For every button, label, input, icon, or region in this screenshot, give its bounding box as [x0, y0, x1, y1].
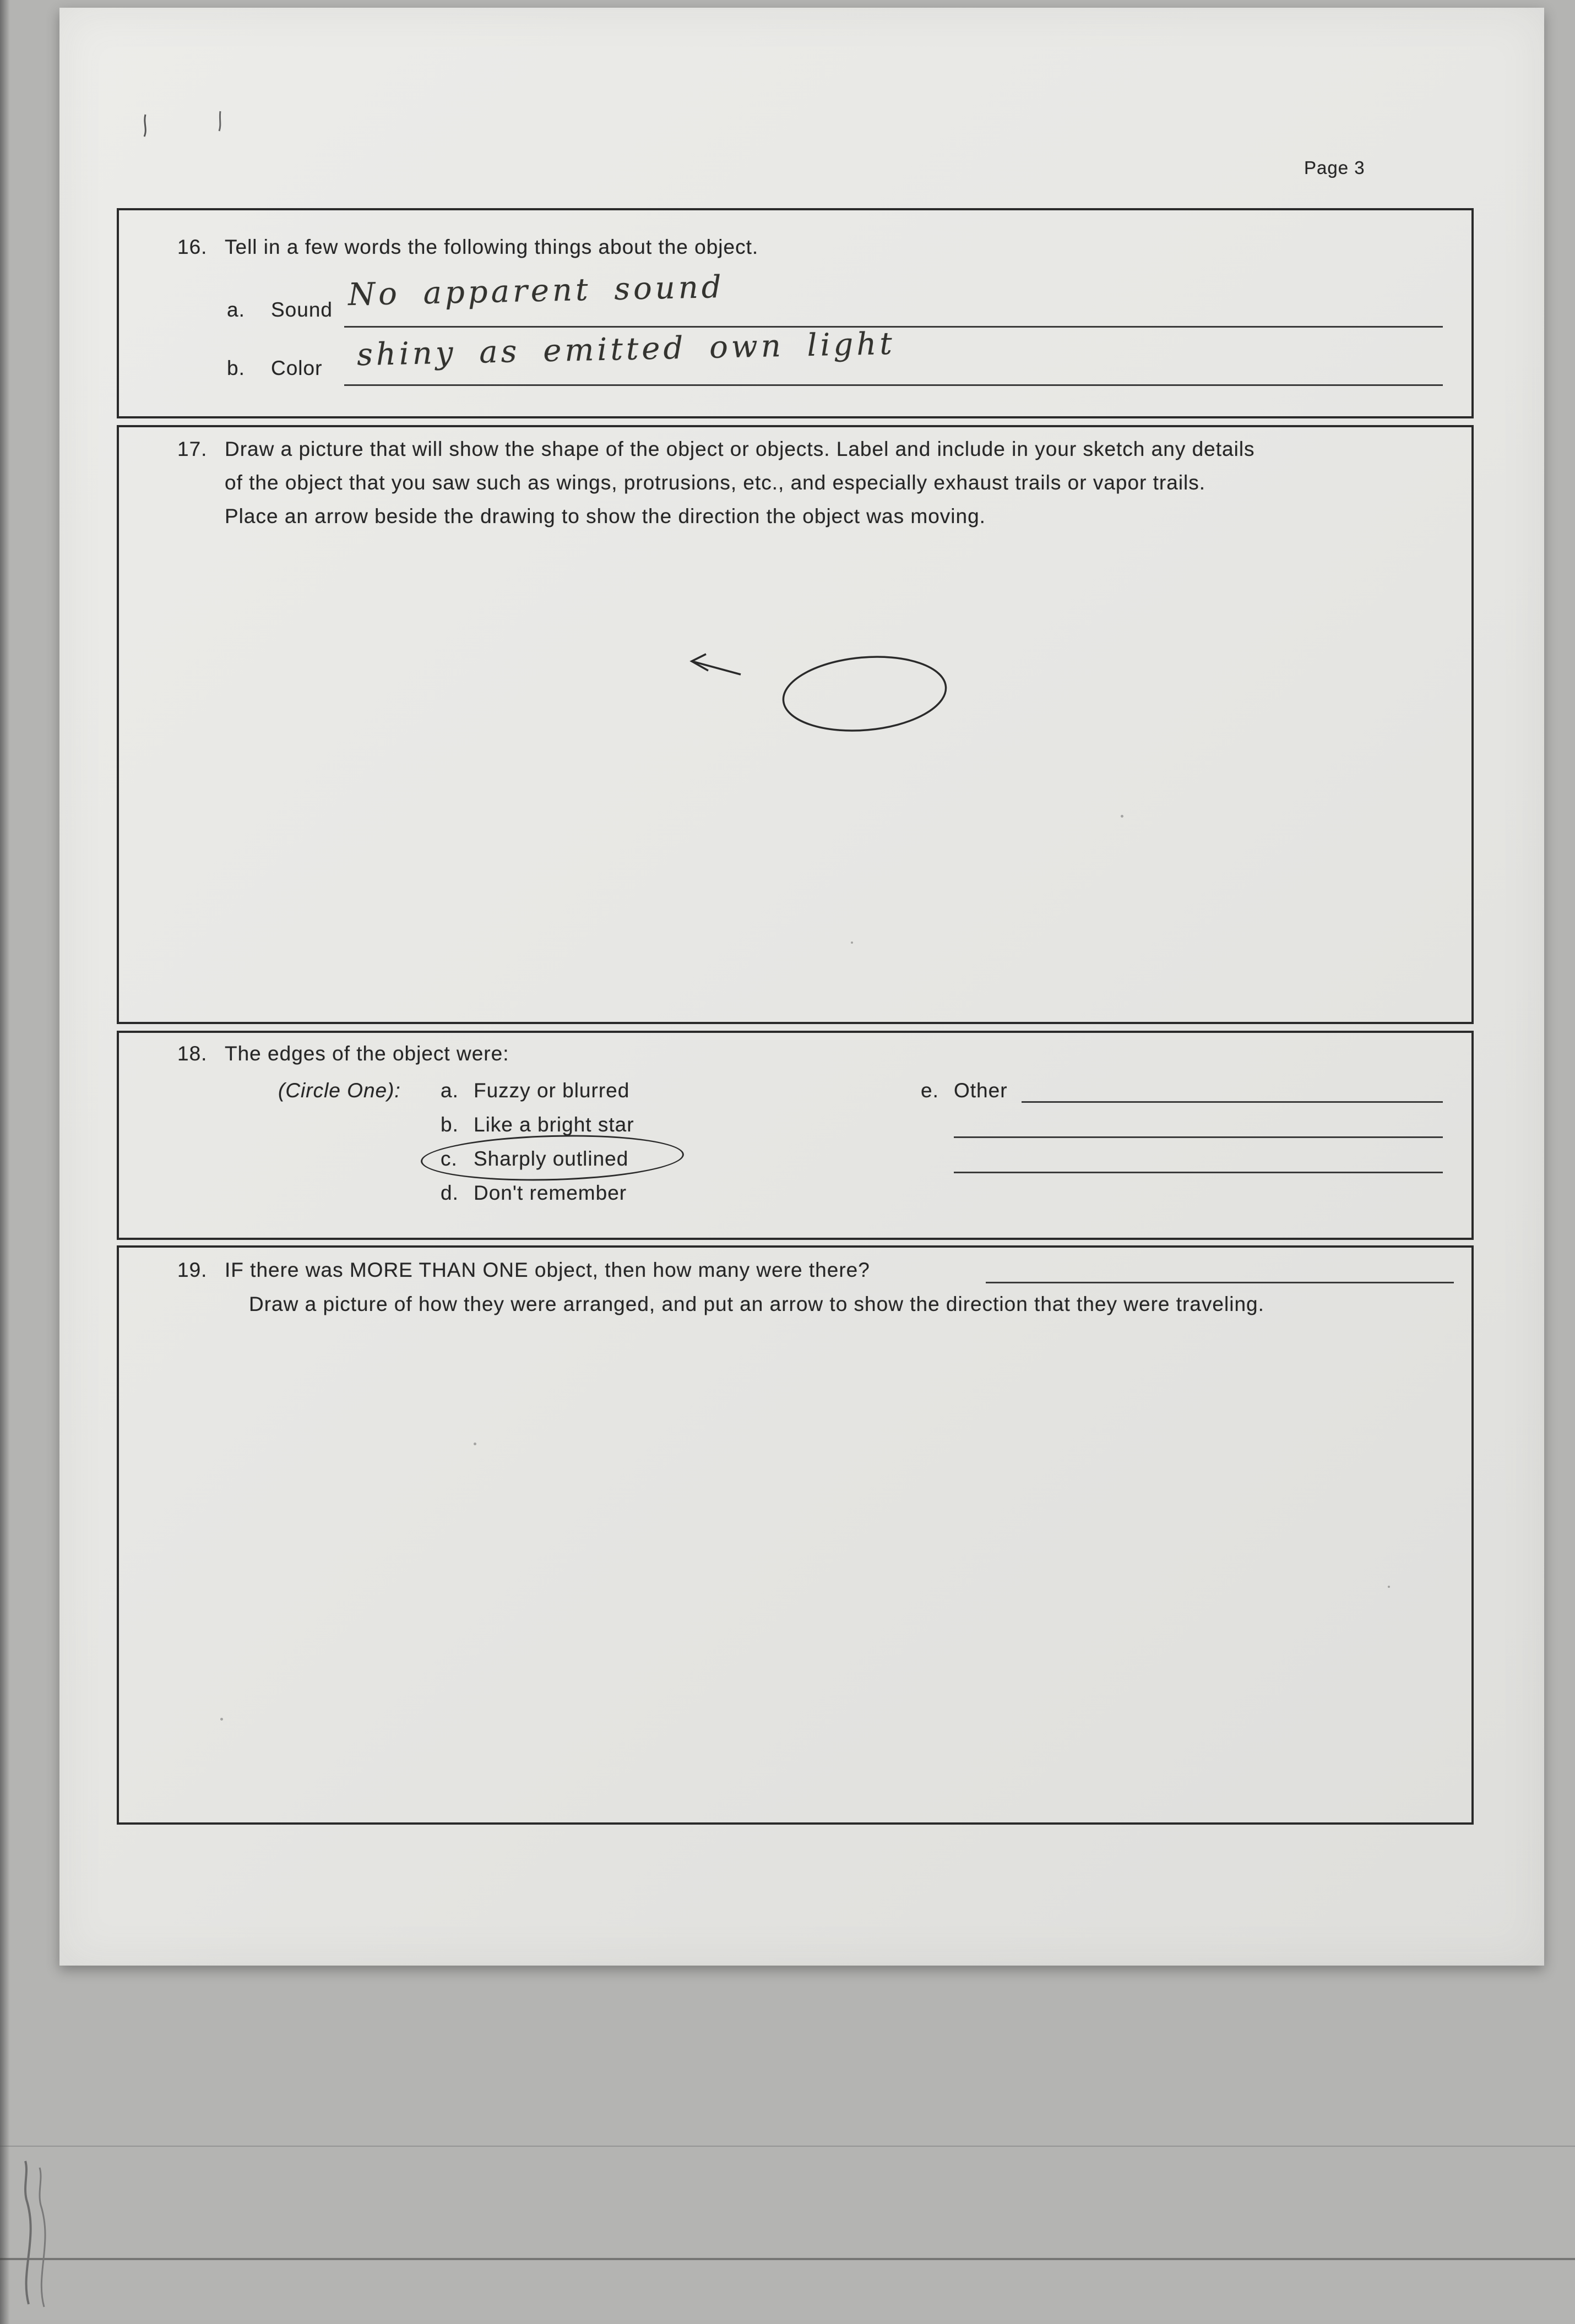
q16-sound-handwritten-answer: No apparent sound	[347, 269, 725, 313]
scan-artifact-line	[0, 2258, 1575, 2260]
object-sketch	[628, 622, 1046, 776]
q18-other-line-3	[954, 1172, 1443, 1173]
q18-number: 18.	[177, 1042, 208, 1065]
q18-option-c-label: Sharply outlined	[474, 1147, 629, 1170]
q18-option-d-letter: d.	[441, 1182, 459, 1204]
q16-color-letter: b.	[227, 357, 245, 379]
q16-color-answer-line	[344, 384, 1443, 386]
q18-option-d-label: Don't remember	[474, 1182, 627, 1204]
q18-other-line-2	[954, 1136, 1443, 1138]
q18-other-letter: e.	[921, 1079, 939, 1102]
q17-number: 17.	[177, 438, 208, 460]
q17-prompt-line3: Place an arrow beside the drawing to show the direction the object was moving.	[225, 505, 986, 527]
object-sketch-ellipse	[780, 650, 949, 737]
q19-number: 19.	[177, 1259, 208, 1281]
q18-option-b-label: Like a bright star	[474, 1113, 634, 1136]
q18-circle-one-label: (Circle One):	[278, 1079, 401, 1102]
q18-option-b-letter: b.	[441, 1113, 459, 1136]
q18-option-a-letter: a.	[441, 1079, 459, 1102]
q18-prompt: The edges of the object were:	[225, 1042, 509, 1065]
q19-prompt-line2: Draw a picture of how they were arranged, and put an arrow to show the direction that they were traveling.	[249, 1293, 1264, 1315]
q17-prompt-line1: Draw a picture that will show the shape of the object or objects. Label and include in your sketch any details	[225, 438, 1255, 460]
q18-other-label: Other	[954, 1079, 1008, 1102]
q19-how-many-answer-line	[986, 1282, 1454, 1283]
q16-sound-letter: a.	[227, 298, 245, 321]
direction-arrow-icon	[692, 654, 741, 674]
q17-prompt-line2: of the object that you saw such as wings, protrusions, etc., and especially exhaust trails or vapor trails.	[225, 471, 1206, 494]
scan-edge-shadow	[0, 0, 10, 2324]
q18-other-line-1	[1022, 1101, 1443, 1103]
q16-color-handwritten-answer: shiny as emitted own light	[356, 325, 896, 373]
scan-artifact-line	[0, 2146, 1575, 2147]
q19-prompt-line1: IF there was MORE THAN ONE object, then how many were there?	[225, 1259, 870, 1281]
q16-color-label: Color	[271, 357, 323, 379]
question-19-box	[117, 1245, 1474, 1825]
q18-option-c-letter: c.	[441, 1147, 458, 1170]
page-number-label: Page 3	[1304, 157, 1365, 178]
q18-option-a-label: Fuzzy or blurred	[474, 1079, 630, 1102]
q16-number: 16.	[177, 236, 208, 258]
q16-prompt: Tell in a few words the following things about the object.	[225, 236, 759, 258]
q16-sound-label: Sound	[271, 298, 333, 321]
scan-smudge	[10, 2156, 109, 2315]
scan-mark	[138, 105, 231, 149]
